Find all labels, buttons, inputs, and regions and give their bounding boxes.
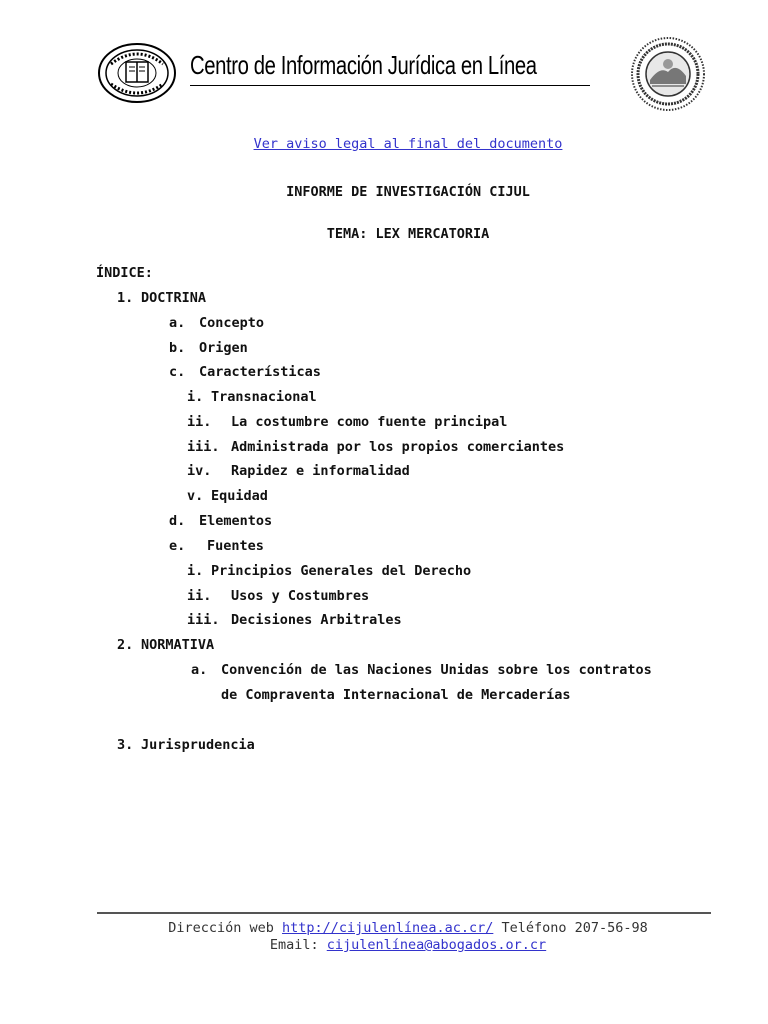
index-item: ii. La costumbre como fuente principal bbox=[187, 414, 508, 430]
index-heading: ÍNDICE: bbox=[96, 265, 153, 281]
footer-email-line: Email: cijulenlínea@abogados.or.cr bbox=[269, 937, 547, 953]
index-item: e. Fuentes bbox=[169, 538, 264, 554]
index-item: ii. Usos y Costumbres bbox=[187, 588, 370, 604]
index-item: 2. NORMATIVA bbox=[117, 637, 215, 653]
header-underline bbox=[190, 85, 590, 86]
index-item: i. Transnacional bbox=[187, 389, 317, 405]
report-title: INFORME DE INVESTIGACIÓN CIJUL bbox=[286, 184, 530, 200]
index-item: iv. Rapidez e informalidad bbox=[187, 463, 410, 479]
university-seal-icon bbox=[628, 36, 708, 112]
index-item: i. Principios Generales del Derecho bbox=[187, 563, 472, 579]
index-item: v. Equidad bbox=[187, 488, 268, 504]
index-item: iii. Decisiones Arbitrales bbox=[187, 612, 402, 628]
index-item: a. Convención de las Naciones Unidas sobre los contratos bbox=[191, 662, 652, 678]
index-item: iii. Administrada por los propios comerciantes bbox=[187, 439, 565, 455]
index-item: 1. DOCTRINA bbox=[117, 290, 207, 306]
legal-notice-link[interactable]: Ver aviso legal al final del documento bbox=[253, 136, 563, 152]
footer-web-line: Dirección web http://cijulenlínea.ac.cr/ Teléfono 207-56-98 bbox=[168, 920, 648, 936]
index-item: c. Características bbox=[169, 364, 321, 380]
index-item: b. Origen bbox=[169, 340, 248, 356]
header-title: Centro de Información Jurídica en Línea bbox=[190, 50, 537, 80]
index-item: d. Elementos bbox=[169, 513, 273, 529]
report-topic: TEMA: LEX MERCATORIA bbox=[326, 226, 490, 242]
footer-divider bbox=[97, 912, 711, 914]
document-header bbox=[0, 0, 768, 120]
footer-web-link[interactable]: http://cijulenlínea.ac.cr/ bbox=[282, 920, 494, 936]
index-item: 3. Jurisprudencia bbox=[117, 737, 255, 753]
index-item-continuation: de Compraventa Internacional de Mercaderías bbox=[221, 687, 571, 703]
colegio-abogados-logo-icon bbox=[97, 42, 177, 104]
footer-email-link[interactable]: cijulenlínea@abogados.or.cr bbox=[326, 937, 547, 953]
index-item: a. Concepto bbox=[169, 315, 265, 331]
